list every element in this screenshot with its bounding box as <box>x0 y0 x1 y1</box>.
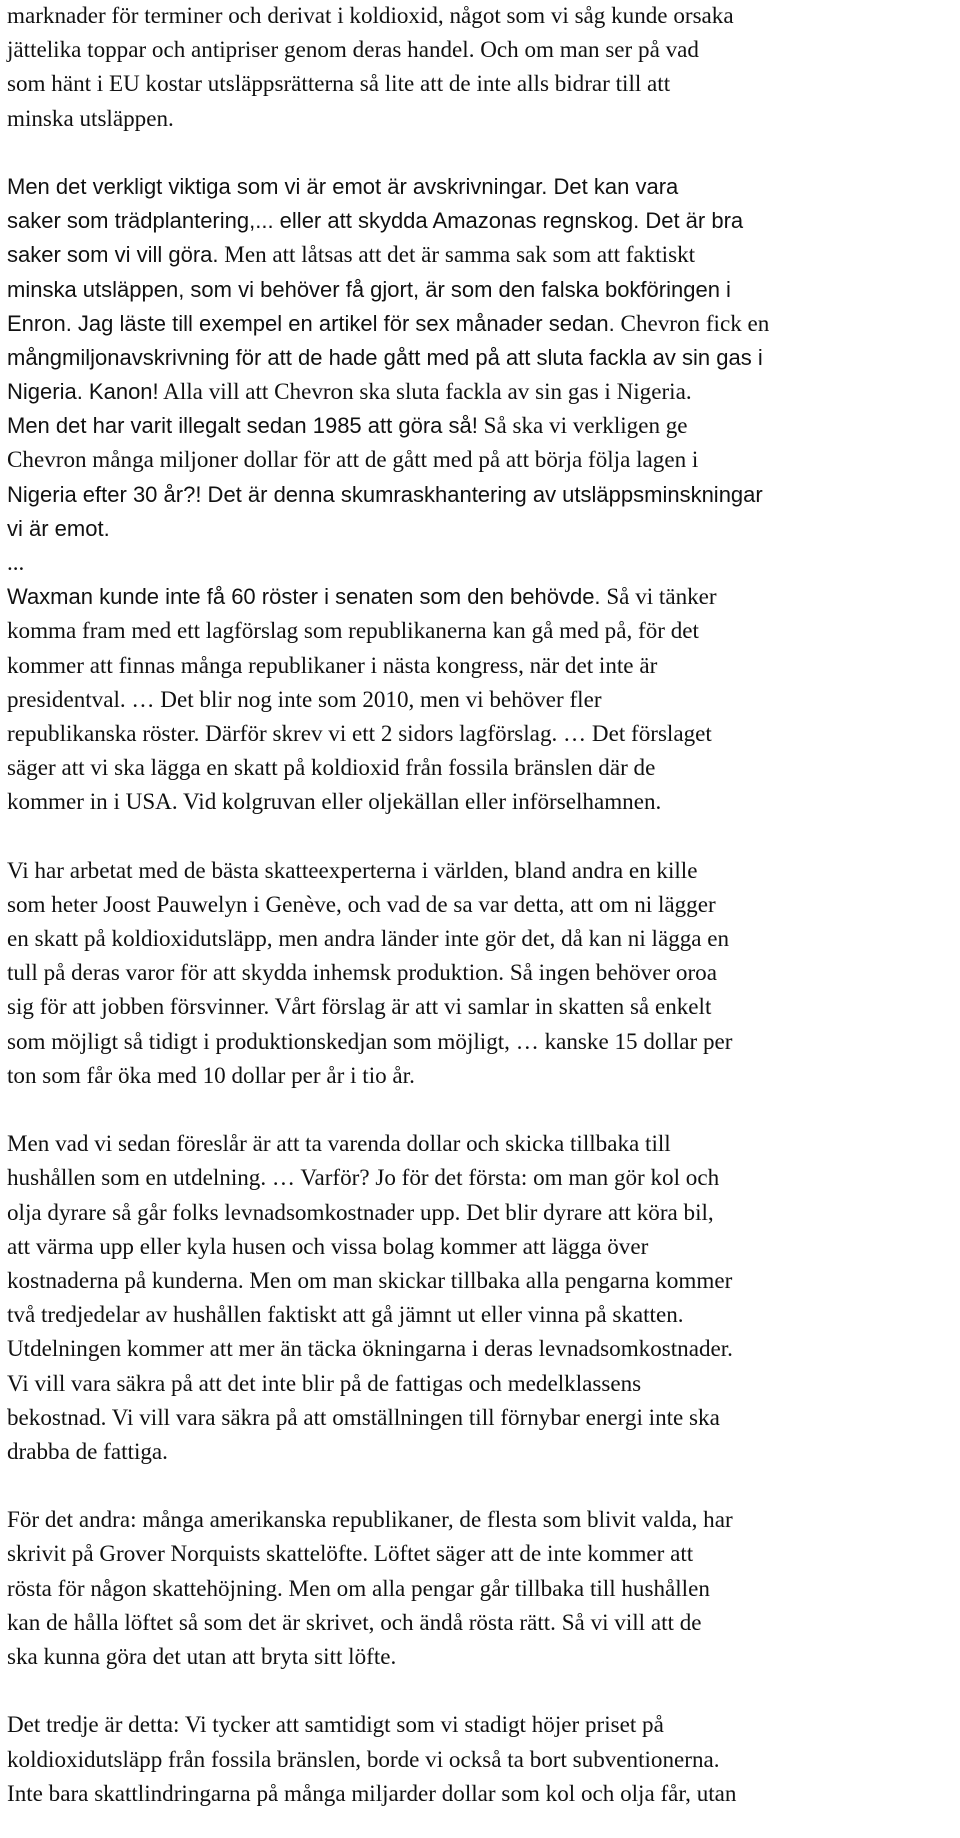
text-line <box>7 1776 960 1810</box>
text-line <box>7 545 960 579</box>
text-segment: tull på deras varor för att skydda inhemsk produktion. Så ingen behöver oroa <box>7 959 717 986</box>
paragraph-gap <box>7 135 960 169</box>
text-segment: kommer in i USA. Vid kolgruvan eller oljekällan eller införselhamnen. <box>7 788 662 815</box>
text-segment: Alla vill att Chevron ska sluta fackla av sin gas i Nigeria. <box>158 378 692 405</box>
document-page <box>7 0 960 1810</box>
paragraph-gap <box>7 819 960 853</box>
text-segment: som hänt i EU kostar utsläppsrätterna så lite att de inte alls bidrar till att <box>7 70 671 97</box>
text-segment: ... <box>7 549 25 575</box>
text-line <box>7 1639 960 1673</box>
text-line <box>7 1024 960 1058</box>
text-line <box>7 1366 960 1400</box>
paragraph <box>7 169 960 819</box>
text-line <box>7 921 960 955</box>
text-line <box>7 1058 960 1092</box>
text-line <box>7 716 960 750</box>
text-line <box>7 1160 960 1194</box>
text-line <box>7 1297 960 1331</box>
text-segment: Chevron fick en <box>614 309 770 336</box>
text-segment: Nigeria efter 30 år?! <box>7 481 202 507</box>
text-segment: ton som får öka med 10 dollar per år i tio år. <box>7 1061 415 1088</box>
text-segment: Det kan vara <box>547 173 679 199</box>
text-segment: som möjligt så tidigt i produktionskedjan som möjligt, … kanske 15 dollar per <box>7 1027 733 1054</box>
text-segment: bekostnad. Vi vill vara säkra på att omställningen till förnybar energi inte ska <box>7 1403 720 1430</box>
text-line <box>7 477 960 511</box>
text-segment: hushållen som en utdelning. … Varför? Jo för det första: om man gör kol och <box>7 1164 720 1191</box>
text-line <box>7 272 960 306</box>
text-segment: presidentval. … Det blir nog inte som 2010, men vi behöver fler <box>7 685 602 712</box>
text-line <box>7 66 960 100</box>
paragraph-gap <box>7 1673 960 1707</box>
text-segment: olja dyrare så går folks levnadsomkostnader upp. Det blir dyrare att köra bil, <box>7 1198 714 1225</box>
text-segment: vi är emot. <box>7 515 110 541</box>
text-line <box>7 442 960 476</box>
text-line <box>7 237 960 271</box>
text-segment: Vi har arbetat med de bästa skatteexperterna i världen, bland andra en kille <box>7 856 698 883</box>
text-segment: drabba de fattiga. <box>7 1437 168 1464</box>
text-segment: kostnaderna på kunderna. Men om man skickar tillbaka alla pengarna kommer <box>7 1266 733 1293</box>
text-segment: Så vi tänker <box>600 583 717 610</box>
text-segment: Det tredje är detta: Vi tycker att samtidigt som vi stadigt höjer priset på <box>7 1711 664 1738</box>
text-line <box>7 340 960 374</box>
text-segment: säger att vi ska lägga en skatt på koldioxid från fossila bränslen där de <box>7 754 656 781</box>
text-segment: Men att låtsas att det är samma sak som att faktiskt <box>218 241 696 268</box>
text-segment: Inte bara skattlindringarna på många miljarder dollar som kol och olja får, utan <box>7 1779 737 1806</box>
paragraph <box>7 853 960 1092</box>
text-line <box>7 648 960 682</box>
text-line <box>7 306 960 340</box>
text-segment: skrivit på Grover Norquists skattelöfte. Löftet säger att de inte kommer att <box>7 1540 694 1567</box>
text-segment: Waxman kunde inte få 60 röster i senaten som den behövde. <box>7 584 601 610</box>
text-segment: kan de hålla löftet så som det är skrivet, och ändå rösta rätt. Så vi vill att de <box>7 1608 702 1635</box>
text-line <box>7 1195 960 1229</box>
text-segment: ska kunna göra det utan att bryta sitt löfte. <box>7 1643 397 1669</box>
paragraph-gap <box>7 1092 960 1126</box>
text-line <box>7 1400 960 1434</box>
text-segment: Det är denna skumraskhantering av utsläppsminskningar <box>201 481 763 507</box>
text-segment: Vi vill vara säkra på att det inte blir på de fattigas och medelklassens <box>7 1369 642 1396</box>
text-segment: komma fram med ett lagförslag som republikanerna kan gå med på, för det <box>7 617 699 644</box>
text-segment: Men det har varit illegalt sedan 1985 att göra så! <box>7 413 478 439</box>
text-line <box>7 853 960 887</box>
text-line <box>7 1126 960 1160</box>
text-segment: marknader för terminer och derivat i koldioxid, något som vi såg kunde orsaka <box>7 2 734 28</box>
text-segment: Så ska vi verkligen ge <box>477 412 688 439</box>
text-line <box>7 511 960 545</box>
text-line <box>7 1742 960 1776</box>
text-line <box>7 0 960 32</box>
text-line <box>7 1502 960 1536</box>
text-line <box>7 1536 960 1570</box>
text-line <box>7 989 960 1023</box>
text-segment: mångmiljonavskrivning för att de hade gått med på att sluta fackla av sin gas i <box>7 344 763 370</box>
text-line <box>7 784 960 818</box>
text-segment: saker som vi vill göra. <box>7 242 219 268</box>
text-segment: kommer att finnas många republikaner i nästa kongress, när det inte är <box>7 651 658 678</box>
paragraph-gap <box>7 1468 960 1502</box>
paragraph <box>7 1707 960 1810</box>
text-segment: Utdelningen kommer att mer än täcka ökningarna i deras levnadsomkostnader. <box>7 1335 733 1362</box>
text-line <box>7 408 960 442</box>
text-segment: saker som trädplantering, <box>7 208 256 234</box>
text-segment: sig för att jobben försvinner. Vårt förslag är att vi samlar in skatten så enkelt <box>7 993 712 1020</box>
paragraph <box>7 1502 960 1673</box>
text-segment: För det andra: många amerikanska republikaner, de flesta som blivit valda, har <box>7 1506 733 1533</box>
text-line <box>7 374 960 408</box>
text-line <box>7 203 960 237</box>
text-line <box>7 1331 960 1365</box>
text-segment: minska utsläppen. <box>7 104 174 131</box>
text-segment: som heter Joost Pauwelyn i Genève, och vad de sa var detta, att om ni lägger <box>7 890 716 917</box>
text-segment: republikanska röster. Därför skrev vi ett 2 sidors lagförslag. … Det förslaget <box>7 719 712 746</box>
text-segment: två tredjedelar av hushållen faktiskt att gå jämnt ut eller vinna på skatten. <box>7 1301 684 1328</box>
text-line <box>7 955 960 989</box>
text-segment: koldioxidutsläpp från fossila bränslen, borde vi också ta bort subventionerna. <box>7 1745 720 1772</box>
text-line <box>7 32 960 66</box>
text-line <box>7 1707 960 1741</box>
text-segment: ... eller att skydda Amazonas regnskog. Det är bra <box>255 208 744 234</box>
paragraph <box>7 0 960 135</box>
text-segment: att värma upp eller kyla husen och vissa bolag kommer att lägga över <box>7 1232 649 1259</box>
text-line <box>7 750 960 784</box>
text-segment: Nigeria. Kanon! <box>7 379 159 405</box>
text-line <box>7 887 960 921</box>
text-line <box>7 613 960 647</box>
text-line <box>7 1605 960 1639</box>
text-line <box>7 682 960 716</box>
text-line <box>7 101 960 135</box>
paragraph <box>7 1126 960 1468</box>
text-segment: Enron. Jag läste till exempel en artikel för sex månader sedan. <box>7 310 615 336</box>
text-line <box>7 1263 960 1297</box>
text-line <box>7 169 960 203</box>
text-segment: Men vad vi sedan föreslår är att ta varenda dollar och skicka tillbaka till <box>7 1130 671 1157</box>
text-segment: Chevron många miljoner dollar för att de gått med på att börja följa lagen i <box>7 446 699 473</box>
text-line <box>7 1434 960 1468</box>
text-segment: en skatt på koldioxidutsläpp, men andra länder inte gör det, då kan ni lägga en <box>7 925 730 952</box>
text-segment: jättelika toppar och antipriser genom deras handel. Och om man ser på vad <box>7 36 699 63</box>
text-segment: minska utsläppen, som vi behöver få gjort, är som den falska bokföringen i <box>7 276 731 302</box>
text-line <box>7 579 960 613</box>
text-segment: Men det verkligt viktiga som vi är emot är avskrivningar. <box>7 173 548 199</box>
text-line <box>7 1571 960 1605</box>
text-segment: rösta för någon skattehöjning. Men om alla pengar går tillbaka till hushållen <box>7 1574 710 1601</box>
text-line <box>7 1229 960 1263</box>
